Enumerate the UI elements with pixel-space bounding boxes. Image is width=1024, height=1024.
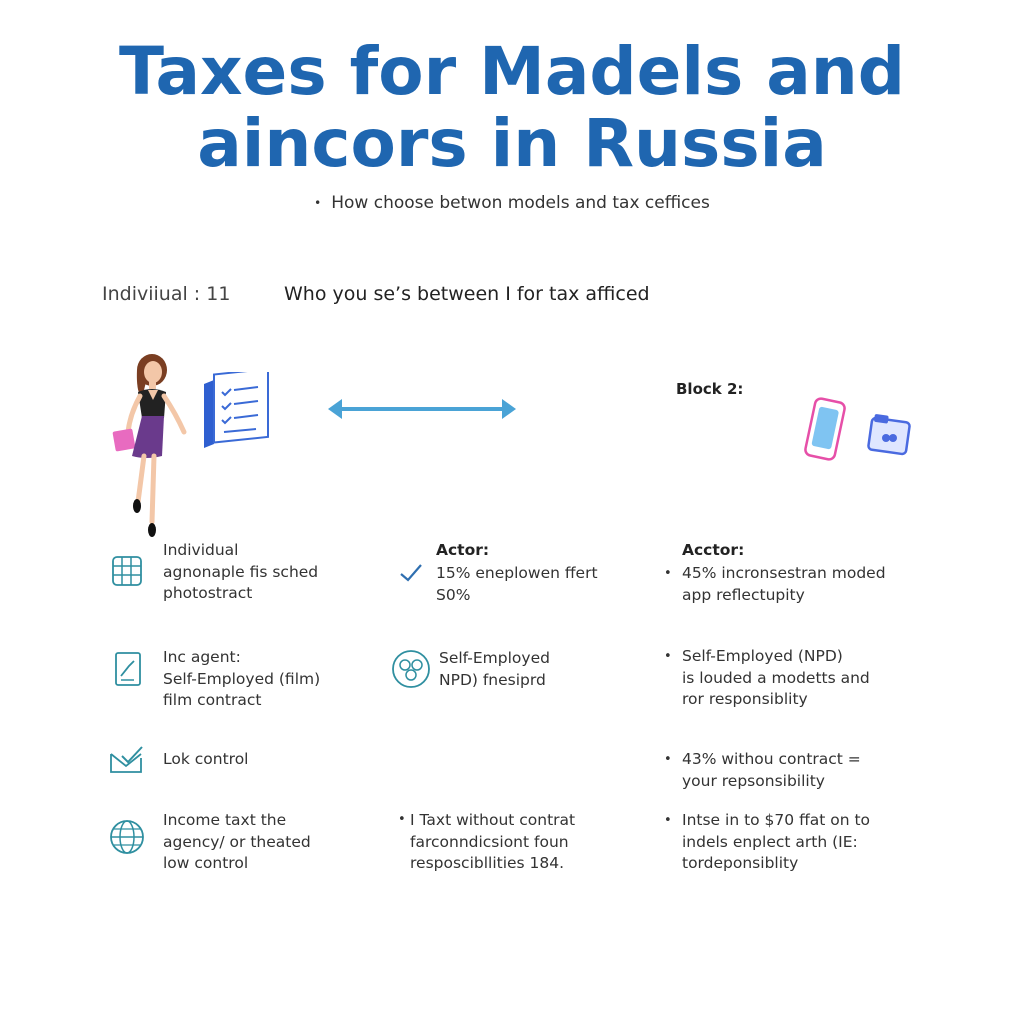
left-item-1-line-2: agnonaple fis sched xyxy=(163,562,319,581)
left-item-3-line-1: Lok control xyxy=(163,750,249,768)
right-item-4-line-3: tordeponsiblity xyxy=(682,854,799,872)
right-bullet-1: • xyxy=(664,566,672,581)
right-item-1 xyxy=(682,563,886,606)
middle-item-3-line-2: farconndicsiont foun xyxy=(410,832,569,851)
subtitle xyxy=(0,193,1024,213)
left-item-4-line-1: Income taxt the xyxy=(163,811,287,829)
right-header: Acctor: xyxy=(682,541,745,559)
left-item-2-line-2: Self-Employed (film) xyxy=(163,669,321,688)
middle-item-2-line-2: NPD) fnesiprd xyxy=(439,670,546,689)
middle-item-1-line-1: 15% eneplowen ffert xyxy=(436,564,598,582)
smartphone-icon xyxy=(802,396,852,464)
left-item-1 xyxy=(163,540,318,605)
middle-item-3-line-1: I Taxt without contrat xyxy=(410,811,576,829)
middle-item-2 xyxy=(439,648,550,691)
bullet-icon: • xyxy=(314,196,322,210)
right-item-3 xyxy=(682,749,861,792)
left-item-2-line-3: film contract xyxy=(163,691,262,709)
middle-item-1-line-2: S0% xyxy=(436,585,471,604)
middle-bullet-3: • xyxy=(398,812,406,827)
right-item-2-line-1: Self-Employed (NPD) xyxy=(682,647,843,665)
folder-icon xyxy=(864,410,914,460)
signature-document-icon xyxy=(112,650,144,688)
left-item-2-line-1: Inc agent: xyxy=(163,648,241,666)
left-item-3 xyxy=(163,749,248,771)
right-item-3-line-2: your repsonsibility xyxy=(682,771,825,790)
left-item-2 xyxy=(163,647,320,712)
right-item-2 xyxy=(682,646,870,711)
middle-item-1 xyxy=(436,563,598,606)
right-item-3-line-1: 43% withou contract = xyxy=(682,750,861,768)
double-arrow-icon xyxy=(326,394,518,424)
right-item-1-line-2: app reflectupity xyxy=(682,585,805,604)
right-bullet-4: • xyxy=(664,813,672,828)
block2-label: Block 2: xyxy=(676,380,744,398)
checklist-document-icon xyxy=(200,372,272,450)
title-line-2: aincors in Russia xyxy=(197,105,827,182)
right-item-4-line-1: Intse in to $70 ffat on to xyxy=(682,811,871,829)
grid-table-icon xyxy=(110,554,144,588)
globe-icon xyxy=(108,818,146,856)
right-item-4 xyxy=(682,810,870,875)
coins-icon xyxy=(390,648,432,690)
left-item-1-line-1: Individual xyxy=(163,541,239,559)
checkmark-icon xyxy=(398,562,424,584)
right-item-2-line-2: is louded a modetts and xyxy=(682,668,870,687)
intro-left: Indiviiual : 11 xyxy=(102,283,231,305)
right-item-4-line-2: indels enplect arth (IE: xyxy=(682,832,858,851)
right-bullet-2: • xyxy=(664,649,672,664)
left-item-1-line-3: photostract xyxy=(163,584,253,602)
middle-header: Actor: xyxy=(436,541,490,559)
left-item-4 xyxy=(163,810,311,875)
subtitle-text: How choose betwon models and tax ceffices xyxy=(331,193,710,213)
left-item-4-line-2: agency/ or theated xyxy=(163,832,311,851)
middle-item-2-line-1: Self-Employed xyxy=(439,649,550,667)
woman-model-illustration xyxy=(106,352,196,544)
right-item-2-line-3: ror responsiblity xyxy=(682,690,808,708)
check-mail-icon xyxy=(108,744,146,776)
middle-item-3 xyxy=(410,810,575,875)
left-item-4-line-3: low control xyxy=(163,854,249,872)
title-line-1: Taxes for Madels and xyxy=(118,33,906,110)
right-bullet-3: • xyxy=(664,752,672,767)
intro-right: Who you se’s between I for tax afficed xyxy=(284,283,650,305)
middle-item-3-line-3: resposcibllities 184. xyxy=(410,854,565,872)
page-title xyxy=(0,33,1024,182)
right-item-1-line-1: 45% incronsestran moded xyxy=(682,564,886,582)
